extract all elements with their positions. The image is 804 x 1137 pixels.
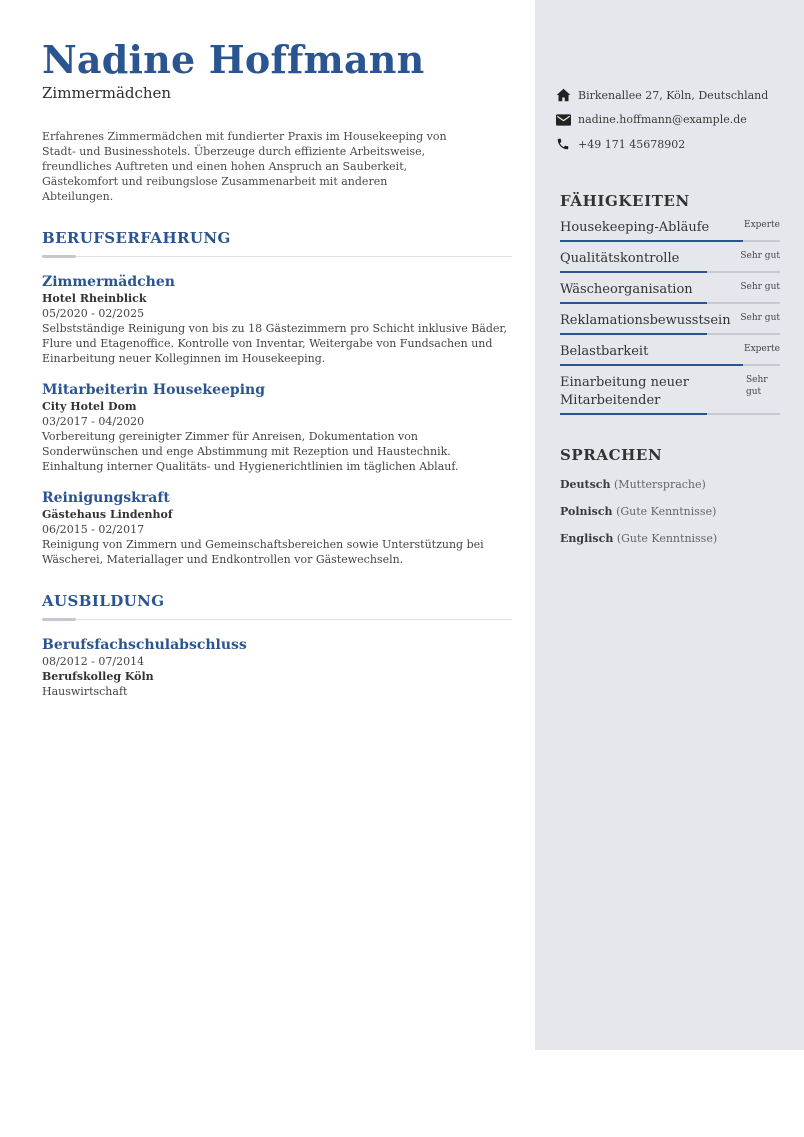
skill-bar-fill [560, 333, 707, 335]
experience-entry [42, 274, 512, 366]
experience-dates: 03/2017 - 04/2020 [42, 415, 145, 428]
education-section-header [42, 591, 512, 621]
skill-bar [560, 302, 780, 304]
experience-dates: 05/2020 - 02/2025 [42, 307, 145, 320]
experience-role: Mitarbeiterin Housekeeping [42, 382, 265, 398]
skill-level: Experte [744, 219, 780, 230]
education-school: Berufskolleg Köln [42, 670, 154, 683]
skills-title: FÄHIGKEITEN [560, 191, 690, 210]
education-entry [42, 637, 512, 699]
experience-role: Reinigungskraft [42, 490, 170, 506]
mail-icon [555, 112, 571, 128]
skill-item [560, 219, 780, 242]
skill-bar-fill [560, 364, 743, 366]
skill-item [560, 250, 780, 273]
phone-text: +49 171 45678902 [578, 137, 686, 151]
job-title: Zimmermädchen [42, 84, 172, 102]
skills-list [555, 219, 781, 415]
skill-bar [560, 364, 780, 366]
skill-item [560, 374, 780, 415]
contact-email [555, 108, 781, 133]
skill-name: Einarbeitung neuer Mitarbeitender [560, 374, 689, 408]
skill-item [560, 312, 780, 335]
address-text: Birkenallee 27, Köln, Deutschland [578, 88, 769, 102]
experience-dates: 06/2015 - 02/2017 [42, 523, 145, 536]
contact-address [555, 83, 781, 108]
skill-level: Experte [744, 343, 780, 354]
skill-name: Reklamationsbewusstsein [560, 312, 731, 328]
education-section-title: AUSBILDUNG [42, 592, 165, 610]
education-degree: Berufsfachschulabschluss [42, 637, 247, 653]
skill-level: Sehr gut [740, 312, 780, 323]
language-name: Deutsch [560, 477, 611, 491]
skill-bar-fill [560, 271, 707, 273]
experience-role: Zimmermädchen [42, 274, 175, 290]
experience-description: Vorbereitung gereinigter Zimmer für Anreisen, Dokumentation von Sonderwünschen und enge Abstimmung mit Rezeption und Haustechnik. Einhaltung interner Qualitäts- und Hygienerichtlinien im täglichen Ablauf. [42, 430, 459, 473]
email-link[interactable]: nadine.hoffmann@example.de [578, 113, 747, 127]
experience-employer: City Hotel Dom [42, 400, 137, 413]
skill-level: Sehr gut [740, 250, 780, 261]
candidate-name: Nadine Hoffmann [42, 37, 425, 82]
skill-bar-fill [560, 240, 743, 242]
experience-description: Selbstständige Reinigung von bis zu 18 Gästezimmern pro Schicht inklusive Bäder, Flure und Etagenoffice. Kontrolle von Inventar, Weitergabe von Fundsachen und Einarbeitung neuer Kolleginnen im Housekeeping. [42, 322, 507, 365]
language-name: Polnisch [560, 504, 613, 518]
skill-bar-fill [560, 302, 707, 304]
language-item [560, 525, 781, 552]
experience-section-header [42, 228, 512, 258]
skill-name: Wäscheorganisation [560, 281, 693, 297]
language-item [560, 498, 781, 525]
contact-phone [555, 132, 781, 157]
experience-employer: Gästehaus Lindenhof [42, 508, 173, 521]
experience-description: Reinigung von Zimmern und Gemeinschaftsbereichen sowie Unterstützung bei Wäscherei, Materiallager und Endkontrollen vor Gästewechseln. [42, 538, 484, 566]
skill-level: Sehr gut [740, 281, 780, 292]
skill-bar [560, 271, 780, 273]
skill-bar [560, 413, 780, 415]
experience-employer: Hotel Rheinblick [42, 292, 147, 305]
language-level: (Gute Kenntnisse) [616, 504, 717, 518]
language-item [560, 471, 781, 498]
skill-level: Sehr gut [746, 374, 768, 397]
section-divider [42, 255, 512, 258]
education-dates: 08/2012 - 07/2014 [42, 655, 145, 668]
skill-bar [560, 333, 780, 335]
language-name: Englisch [560, 531, 614, 545]
profile-summary: Erfahrenes Zimmermädchen mit fundierter Praxis im Housekeeping von Stadt- und Businesshotels. Überzeuge durch effiziente Arbeitsweise, freundliches Auftreten und einen hohen Anspruch an Sauberkeit, Gästekomfort und reibungslose Zusammenarbeit mit anderen Abteilungen. [42, 130, 447, 203]
education-field: Hauswirtschaft [42, 685, 128, 698]
language-level: (Gute Kenntnisse) [616, 531, 718, 545]
home-icon [555, 87, 571, 103]
skill-item [560, 281, 780, 304]
languages-title: SPRACHEN [560, 445, 663, 464]
skill-bar-fill [560, 413, 707, 415]
skill-bar [560, 240, 780, 242]
experience-section-title: BERUFSERFAHRUNG [42, 229, 231, 247]
skill-item [560, 343, 780, 366]
experience-entry [42, 490, 512, 567]
languages-list [555, 471, 781, 552]
skill-name: Belastbarkeit [560, 343, 649, 359]
skill-name: Qualitätskontrolle [560, 250, 680, 266]
main-column [42, 38, 512, 699]
skill-name: Housekeeping-Abläufe [560, 219, 710, 235]
language-level: (Muttersprache) [614, 477, 706, 491]
section-divider [42, 618, 512, 621]
sidebar [555, 83, 781, 552]
experience-entry [42, 382, 512, 474]
phone-icon [555, 136, 571, 152]
